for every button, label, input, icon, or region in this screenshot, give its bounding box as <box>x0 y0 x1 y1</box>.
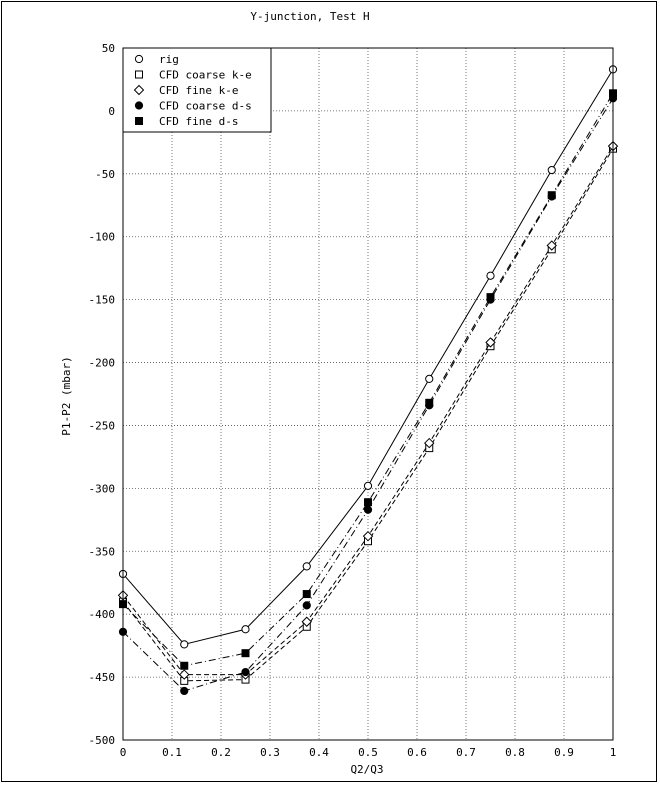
x-tick-label: 0.1 <box>162 746 182 759</box>
legend <box>123 48 271 132</box>
legend-marker <box>136 71 143 78</box>
data-point <box>242 668 249 675</box>
legend-label: CFD coarse k-e <box>159 68 252 82</box>
y-tick-label: 0 <box>108 104 115 118</box>
data-point <box>303 591 310 598</box>
legend-label: CFD fine k-e <box>159 84 239 97</box>
data-point <box>365 499 372 506</box>
data-point <box>303 563 310 570</box>
data-point <box>487 294 494 301</box>
series-cfd-coarse-d-s <box>119 95 616 695</box>
x-tick-label: 0.4 <box>309 746 329 759</box>
legend-label: CFD coarse d-s <box>159 99 252 113</box>
data-point <box>242 650 249 657</box>
y-tick-label: 50 <box>101 42 115 55</box>
y-tick-label: -500 <box>88 734 115 747</box>
legend-marker <box>135 102 142 109</box>
data-point <box>181 641 188 648</box>
data-point <box>426 375 433 382</box>
legend-marker <box>135 55 142 62</box>
legend-label: CFD fine d-s <box>159 115 239 128</box>
y-tick-label: -250 <box>88 419 115 433</box>
x-tick-label: 0.2 <box>211 746 231 759</box>
data-point <box>242 626 249 633</box>
x-tick-label: 1 <box>609 746 617 759</box>
x-axis-label: Q2/Q3 <box>350 763 384 776</box>
y-tick-label: -450 <box>88 671 115 685</box>
data-point <box>487 272 494 279</box>
x-tick-label: 0.6 <box>407 746 427 759</box>
y-tick-label: -100 <box>88 230 115 244</box>
y-tick-label: -350 <box>88 545 115 559</box>
x-tick-label: 0.3 <box>260 746 280 759</box>
x-tick-label: 0.7 <box>456 746 476 759</box>
chart-title: Y-junction, Test H <box>250 10 370 23</box>
grid <box>123 48 613 740</box>
data-point <box>181 662 188 669</box>
data-point <box>364 506 371 513</box>
legend-label: rig <box>159 53 179 66</box>
x-tick-label: 0.5 <box>358 746 378 759</box>
data-point <box>548 192 555 199</box>
y-tick-label: -150 <box>88 293 115 307</box>
data-point <box>364 482 371 489</box>
series-line <box>123 98 613 691</box>
y-tick-label: -300 <box>88 482 115 496</box>
y-tick-label: -50 <box>95 167 115 181</box>
data-point <box>426 399 433 406</box>
x-tick-label: 0 <box>119 746 127 759</box>
y-tick-label: -200 <box>88 356 115 370</box>
data-point <box>303 602 310 609</box>
tick-labels <box>89 42 617 759</box>
y-axis-label: P1-P2 (mbar) <box>60 356 73 436</box>
y-tick-label: -400 <box>88 608 115 622</box>
legend-marker <box>136 118 143 125</box>
data-point <box>548 166 555 173</box>
data-point <box>181 687 188 694</box>
x-tick-label: 0.8 <box>505 746 525 759</box>
x-tick-label: 0.9 <box>554 746 574 759</box>
